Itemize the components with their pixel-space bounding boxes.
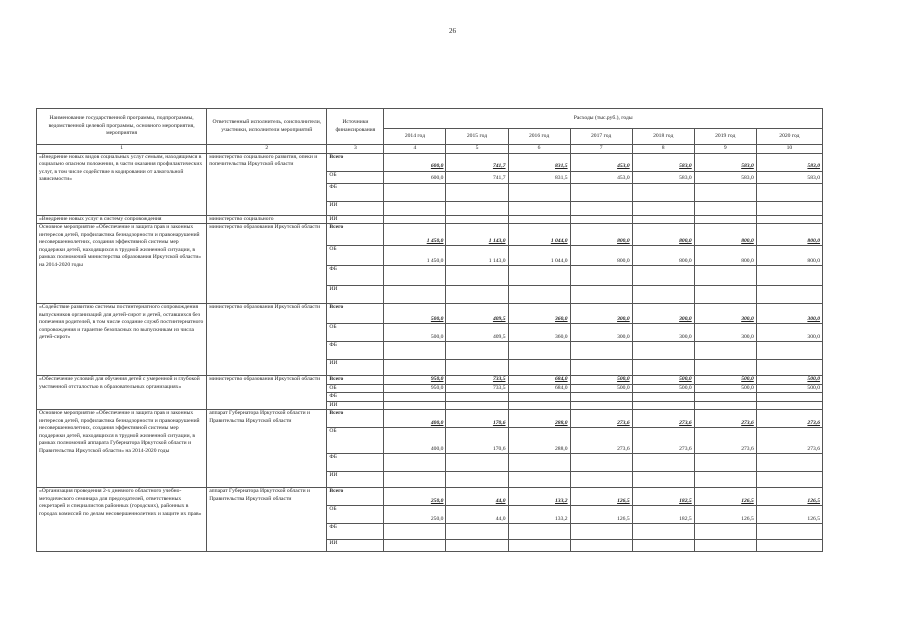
- funding-source-cell: Всего: [327, 153, 384, 171]
- value-cell: 500,0: [632, 384, 694, 393]
- value-cell: 1 450,0: [384, 224, 446, 246]
- value-cell: 300,0: [694, 324, 756, 342]
- value-cell: 1 450,0: [384, 246, 446, 266]
- value-cell: [384, 201, 446, 215]
- value-cell: 273,6: [756, 410, 822, 428]
- value-cell: [446, 286, 508, 304]
- value-cell: 170,6: [446, 428, 508, 454]
- header-year: 2017 год: [570, 129, 632, 145]
- value-cell: 800,0: [694, 224, 756, 246]
- funding-source-cell: ОБ: [327, 171, 384, 183]
- value-cell: 250,0: [384, 506, 446, 524]
- funding-source-cell: ФБ: [327, 524, 384, 540]
- header-year: 2014 год: [384, 129, 446, 145]
- value-cell: [632, 540, 694, 552]
- funding-source-cell: ФБ: [327, 393, 384, 402]
- funding-source-cell: ОБ: [327, 384, 384, 393]
- value-cell: 288,0: [508, 428, 570, 454]
- funding-source-cell: ФБ: [327, 342, 384, 360]
- value-cell: [508, 540, 570, 552]
- table-row: [37, 410, 823, 428]
- funding-source-cell: ИИ: [327, 286, 384, 304]
- value-cell: [756, 201, 822, 215]
- value-cell: [508, 401, 570, 410]
- header-year: 2015 год: [446, 129, 508, 145]
- program-name-cell: Основное мероприятие «Обеспечение и защита прав и законных интересов детей, профилактика безнадзорности и правонарушений несовершеннолетних, создания эффективной системы мер поддержки детей, находящихся в трудной жизненной ситуации, в рамках полномочий министерства образования Иркутской области» на 2014-2020 годы: [37, 224, 207, 304]
- value-cell: 250,0: [384, 488, 446, 506]
- program-name-cell: «Содействие развитию системы постинтернатного сопровождения выпускников организаций для детей-сирот и детей, оставшихся без попечения родителей, в том числе создание служб постинтернатного сопровождения и гарантие безопасных по выпускникам из числа детей-сирот»: [37, 304, 207, 376]
- value-cell: [756, 286, 822, 304]
- value-cell: [508, 393, 570, 402]
- value-cell: [632, 454, 694, 472]
- column-index: 9: [694, 145, 756, 154]
- value-cell: [632, 286, 694, 304]
- executor-cell: аппарат Губернатора Иркутской области и Правительства Иркутской области: [207, 410, 327, 488]
- program-name-cell: «Организация проведения 2-х дневного областного учебно-методического семинара для председателей, ответственных секретарей и специалистов районных (городских), районных в городах комиссий по делам несовершеннолетних и защите их прав»: [37, 488, 207, 552]
- value-cell: 133,2: [508, 488, 570, 506]
- value-cell: [446, 266, 508, 286]
- value-cell: 500,0: [570, 376, 632, 385]
- value-cell: 831,5: [508, 171, 570, 183]
- value-cell: [756, 524, 822, 540]
- column-index: 5: [446, 145, 508, 154]
- value-cell: 409,5: [446, 324, 508, 342]
- value-cell: [508, 524, 570, 540]
- value-cell: [632, 472, 694, 488]
- funding-source-cell: ИИ: [327, 540, 384, 552]
- value-cell: [694, 215, 756, 224]
- funding-source-cell: Всего: [327, 304, 384, 324]
- funding-source-cell: Всего: [327, 376, 384, 385]
- funding-source-cell: ИИ: [327, 472, 384, 488]
- value-cell: [446, 472, 508, 488]
- value-cell: [508, 286, 570, 304]
- value-cell: [384, 472, 446, 488]
- value-cell: [384, 401, 446, 410]
- value-cell: [384, 524, 446, 540]
- value-cell: [384, 342, 446, 360]
- value-cell: [446, 540, 508, 552]
- header-year: 2018 год: [632, 129, 694, 145]
- value-cell: [446, 401, 508, 410]
- value-cell: [384, 183, 446, 201]
- funding-source-cell: ИИ: [327, 201, 384, 215]
- page-number: 26: [449, 27, 456, 35]
- value-cell: 400,0: [384, 428, 446, 454]
- executor-cell: аппарат Губернатора Иркутской области и Правительства Иркутской области: [207, 488, 327, 552]
- value-cell: 800,0: [756, 246, 822, 266]
- value-cell: 133,2: [508, 506, 570, 524]
- value-cell: [384, 266, 446, 286]
- value-cell: [570, 286, 632, 304]
- value-cell: 600,0: [384, 171, 446, 183]
- value-cell: 800,0: [570, 224, 632, 246]
- value-cell: 126,5: [756, 506, 822, 524]
- value-cell: [632, 360, 694, 376]
- table-row: [37, 153, 823, 171]
- column-index: 6: [508, 145, 570, 154]
- value-cell: 500,0: [756, 384, 822, 393]
- value-cell: 1 143,0: [446, 224, 508, 246]
- value-cell: 300,0: [632, 304, 694, 324]
- value-cell: 684,0: [508, 376, 570, 385]
- value-cell: [384, 454, 446, 472]
- value-cell: [508, 183, 570, 201]
- funding-source-cell: ИИ: [327, 401, 384, 410]
- funding-source-cell: Всего: [327, 488, 384, 506]
- value-cell: 453,0: [570, 153, 632, 171]
- value-cell: 733,5: [446, 376, 508, 385]
- value-cell: [446, 360, 508, 376]
- value-cell: 273,6: [694, 410, 756, 428]
- executor-cell: министерство образования Иркутской области: [207, 224, 327, 304]
- value-cell: [694, 360, 756, 376]
- funding-source-cell: ОБ: [327, 246, 384, 266]
- funding-source-cell: ОБ: [327, 506, 384, 524]
- value-cell: [570, 342, 632, 360]
- value-cell: 500,0: [694, 376, 756, 385]
- column-index: 1: [37, 145, 207, 154]
- value-cell: [508, 201, 570, 215]
- value-cell: 831,5: [508, 153, 570, 171]
- value-cell: 288,0: [508, 410, 570, 428]
- value-cell: [756, 393, 822, 402]
- value-cell: 741,7: [446, 171, 508, 183]
- value-cell: [570, 393, 632, 402]
- value-cell: 170,6: [446, 410, 508, 428]
- value-cell: [570, 215, 632, 224]
- funding-source-cell: ИИ: [327, 215, 384, 224]
- header-source: Источники финансирования: [327, 109, 384, 145]
- value-cell: [446, 342, 508, 360]
- value-cell: [632, 201, 694, 215]
- column-index: 2: [207, 145, 327, 154]
- value-cell: 273,6: [632, 428, 694, 454]
- program-name-cell: «Внедрение новых видов социальных услуг семьям, находящимся в социально опасном положении, в части оказания профилактических услуг, в том числе содействие в кодировании от алкогольной зависимости»: [37, 153, 207, 215]
- program-name-cell: «Обеспечение условий для обучения детей с умеренной и глубокой умственной отсталостью в образовательных организациях»: [37, 376, 207, 410]
- value-cell: [446, 215, 508, 224]
- value-cell: [632, 266, 694, 286]
- value-cell: 600,0: [384, 153, 446, 171]
- funding-source-cell: ОБ: [327, 428, 384, 454]
- value-cell: 583,0: [756, 171, 822, 183]
- value-cell: [570, 266, 632, 286]
- table-row: [37, 215, 823, 224]
- value-cell: [632, 342, 694, 360]
- expenses-table: [36, 108, 823, 552]
- value-cell: [508, 266, 570, 286]
- header-year: 2019 год: [694, 129, 756, 145]
- value-cell: 360,0: [508, 304, 570, 324]
- value-cell: 800,0: [756, 224, 822, 246]
- funding-source-cell: Всего: [327, 224, 384, 246]
- value-cell: [570, 201, 632, 215]
- value-cell: [508, 472, 570, 488]
- value-cell: 583,0: [632, 153, 694, 171]
- executor-cell: министерство социального развития, опеки и попечительства Иркутской области: [207, 153, 327, 215]
- value-cell: [570, 183, 632, 201]
- value-cell: 741,7: [446, 153, 508, 171]
- value-cell: [756, 342, 822, 360]
- value-cell: 453,0: [570, 171, 632, 183]
- value-cell: 1 044,0: [508, 246, 570, 266]
- value-cell: [384, 215, 446, 224]
- value-cell: [446, 524, 508, 540]
- value-cell: 800,0: [632, 224, 694, 246]
- funding-source-cell: ИИ: [327, 360, 384, 376]
- value-cell: [694, 472, 756, 488]
- value-cell: 126,5: [570, 488, 632, 506]
- value-cell: [570, 401, 632, 410]
- value-cell: 273,6: [632, 410, 694, 428]
- value-cell: 126,5: [756, 488, 822, 506]
- value-cell: [694, 266, 756, 286]
- funding-source-cell: ОБ: [327, 324, 384, 342]
- value-cell: [694, 524, 756, 540]
- value-cell: [570, 454, 632, 472]
- value-cell: [694, 540, 756, 552]
- value-cell: [384, 360, 446, 376]
- value-cell: 950,0: [384, 384, 446, 393]
- value-cell: [446, 454, 508, 472]
- value-cell: 583,0: [756, 153, 822, 171]
- value-cell: 950,0: [384, 376, 446, 385]
- funding-source-cell: Всего: [327, 410, 384, 428]
- value-cell: [694, 286, 756, 304]
- value-cell: 126,5: [570, 506, 632, 524]
- value-cell: 800,0: [570, 246, 632, 266]
- table-row: [37, 224, 823, 246]
- value-cell: 500,0: [384, 304, 446, 324]
- header-program: Наименование государственной программы, подпрограммы, ведомственной целевой программы, основного мероприятия, мероприятия: [37, 109, 207, 145]
- value-cell: [632, 183, 694, 201]
- column-index: 3: [327, 145, 384, 154]
- header-year: 2016 год: [508, 129, 570, 145]
- executor-cell: министерство образования Иркутской области: [207, 376, 327, 410]
- value-cell: 273,6: [694, 428, 756, 454]
- value-cell: [570, 360, 632, 376]
- value-cell: [756, 183, 822, 201]
- value-cell: [694, 201, 756, 215]
- value-cell: 1 143,0: [446, 246, 508, 266]
- value-cell: [632, 401, 694, 410]
- column-index: 4: [384, 145, 446, 154]
- value-cell: [446, 201, 508, 215]
- value-cell: [570, 472, 632, 488]
- value-cell: [756, 266, 822, 286]
- value-cell: 300,0: [570, 304, 632, 324]
- header-executor: Ответственный исполнитель, соисполнители, участники, исполнители мероприятий: [207, 109, 327, 145]
- column-index: 8: [632, 145, 694, 154]
- value-cell: 273,6: [570, 428, 632, 454]
- value-cell: 182,5: [632, 488, 694, 506]
- value-cell: 500,0: [632, 376, 694, 385]
- value-cell: 300,0: [756, 304, 822, 324]
- value-cell: 360,0: [508, 324, 570, 342]
- value-cell: 44,0: [446, 506, 508, 524]
- value-cell: 1 044,0: [508, 224, 570, 246]
- funding-source-cell: ФБ: [327, 454, 384, 472]
- value-cell: 126,5: [694, 488, 756, 506]
- table-row: [37, 304, 823, 324]
- program-name-cell: Основное мероприятие «Обеспечение и защита прав и законных интересов детей, профилактика безнадзорности и правонарушений несовершеннолетних, создания эффективной системы мер поддержки детей, находящихся в трудной жизненной ситуации, в рамках полномочий аппарата Губернатора Иркутской области и Правительства Иркутской области» на 2014-2020 годы: [37, 410, 207, 488]
- executor-cell: министерство социального: [207, 215, 327, 224]
- value-cell: [570, 524, 632, 540]
- value-cell: [446, 183, 508, 201]
- value-cell: [756, 401, 822, 410]
- value-cell: [508, 454, 570, 472]
- value-cell: [632, 215, 694, 224]
- value-cell: 684,0: [508, 384, 570, 393]
- funding-source-cell: ФБ: [327, 183, 384, 201]
- value-cell: [446, 393, 508, 402]
- value-cell: [508, 215, 570, 224]
- value-cell: [384, 286, 446, 304]
- value-cell: 273,6: [570, 410, 632, 428]
- column-index: 7: [570, 145, 632, 154]
- value-cell: 733,5: [446, 384, 508, 393]
- value-cell: [508, 360, 570, 376]
- value-cell: 126,5: [694, 506, 756, 524]
- header-expenses: Расходы (тыс.руб.), годы: [384, 109, 823, 129]
- value-cell: 44,0: [446, 488, 508, 506]
- value-cell: 583,0: [632, 171, 694, 183]
- table-row: [37, 376, 823, 385]
- value-cell: 800,0: [694, 246, 756, 266]
- executor-cell: министерство образования Иркутской области: [207, 304, 327, 376]
- value-cell: [756, 215, 822, 224]
- value-cell: 500,0: [756, 376, 822, 385]
- funding-source-cell: ФБ: [327, 266, 384, 286]
- value-cell: [632, 393, 694, 402]
- value-cell: 800,0: [632, 246, 694, 266]
- value-cell: 583,0: [694, 153, 756, 171]
- value-cell: [508, 342, 570, 360]
- value-cell: [694, 401, 756, 410]
- value-cell: [694, 342, 756, 360]
- value-cell: 500,0: [694, 384, 756, 393]
- table-row: [37, 488, 823, 506]
- value-cell: [694, 183, 756, 201]
- program-name-cell: «Внедрение новых услуг в систему сопровождения: [37, 215, 207, 224]
- column-index: 10: [756, 145, 822, 154]
- value-cell: 182,5: [632, 506, 694, 524]
- value-cell: 409,5: [446, 304, 508, 324]
- value-cell: 400,0: [384, 410, 446, 428]
- value-cell: [384, 540, 446, 552]
- value-cell: 500,0: [570, 384, 632, 393]
- value-cell: 500,0: [384, 324, 446, 342]
- value-cell: [756, 360, 822, 376]
- value-cell: 583,0: [694, 171, 756, 183]
- value-cell: [756, 540, 822, 552]
- value-cell: [632, 524, 694, 540]
- value-cell: 300,0: [570, 324, 632, 342]
- value-cell: 300,0: [632, 324, 694, 342]
- header-year: 2020 год: [756, 129, 822, 145]
- value-cell: 300,0: [694, 304, 756, 324]
- value-cell: [694, 393, 756, 402]
- value-cell: [694, 454, 756, 472]
- value-cell: 300,0: [756, 324, 822, 342]
- value-cell: [756, 454, 822, 472]
- value-cell: [570, 540, 632, 552]
- value-cell: 273,6: [756, 428, 822, 454]
- value-cell: [384, 393, 446, 402]
- value-cell: [756, 472, 822, 488]
